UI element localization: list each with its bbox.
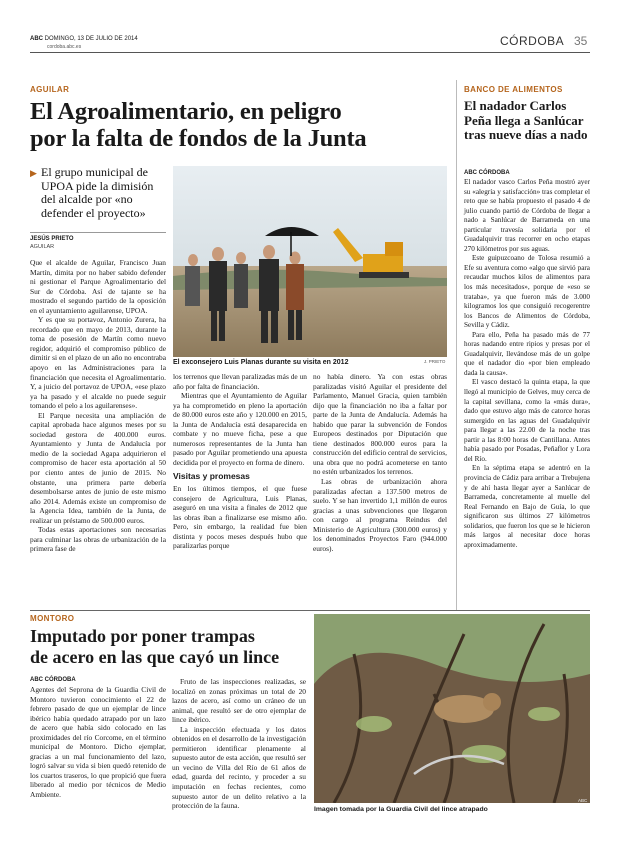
main-column-3 [313, 372, 447, 553]
site-url: cordoba.abc.es [47, 44, 82, 50]
main-headline-line-1: El Agroalimentario, en peligro [30, 98, 342, 125]
side-headline: El nadador Carlos Peña llega a Sanlúcar tras nueve días a nado [464, 98, 588, 142]
side-p3: Para ello, Peña ha pasado más de 77 horas nadando entre ripios y presas por el Guadalquivir, llevándose más de un golpe que el nadador dio «por bien empleado dada la causa». [464, 330, 590, 377]
bottom-headline-line-2: de acero en las que cayó un lince [30, 647, 280, 667]
bottom-headline-line-1: Imputado por poner trampas [30, 626, 255, 646]
main-photo [173, 166, 447, 357]
side-p2: Este guipuzcoano de Tolosa resumió a Efe su aventura como «algo que sirvió para recaudar muchos kilos de alimentos para los más necesitados», porque de «eso se trataba», ya que fueron más de 3.000 kilogramos los que consiguió recogerentre los Bancos de Alimentos de Córdoba, Sevilla y Cádiz. [464, 254, 590, 330]
bottom-column-1 [30, 685, 166, 800]
side-body [464, 178, 590, 550]
bottom-photo [314, 614, 590, 803]
issue-date: DOMINGO, 13 DE JULIO DE 2014 [44, 36, 138, 42]
col3-p2: Las obras de urbanización ahora paralizadas afectan a 137.500 metros de suelo. Y se han invertido 1,1 millón de euros gracias a unas subvenciones que llegaron con cargo al programa Reindus del Ministerio de Agricultura (300.000 euros) y los denominados Proyectos Faro (944.000 euros). [313, 477, 447, 553]
col2-subhead: Visitas y promesas [173, 471, 250, 482]
main-subhead [30, 166, 168, 220]
side-p4: El vasco destacó la quinta etapa, la que llegó al municipio de Gelves, muy cerca de la capital sevillana, como la «más dura», dado que estuvo algo más de catorce horas sumergido en las aguas del Guadalquivir para llegar a las 22.00 de la noche tras partir a las 8:00 horas de Cantillana. Antes había pasado por Posadas, Peñaflor y Lora del Río. [464, 378, 590, 463]
col2-p1: los terrenos que llevan paralizadas más de un año por falta de financiación. [173, 372, 307, 391]
col2-p3: En los últimos tiempos, el que fuese consejero de Agricultura, Luis Planas, aseguró en una visita a finales de 2012 que las obras iban a finalizarse ese mismo año. Pero, sin embargo, la realidad fue bien distinta y pocos meses después hubo que paralizarlas porque [173, 484, 307, 551]
col1-p2: Y es que su portavoz, Antonio Zurera, ha recordado que en mayo de 2013, durante la toma de posesión de Martín como nuevo regidor, adquirió el compromiso público de dimitir si en el plazo de un año no encontraba apoyo en las Administraciones para la financiación que necesita el Agroalimentario. Y, a juicio del portavoz de UPOA, «ese plazo ya ha pasado y el alcalde no puede seguir tomando el pelo a los aguilarenses». [30, 315, 166, 411]
bottom-dateline: ABC CÓRDOBA [30, 677, 76, 683]
paper-name: ABC [30, 36, 43, 42]
bottom-col1-p1: Agentes del Seprona de la Guardia Civil de Montoro tuvieron conocimiento el 22 de febrero pasado de que un ejemplar de lince ibérico había quedado atrapado por un lazo de acero que había sido colocado en las proximidades del río Corcome, en el término municipal de Montoro. Dicho ejemplar, gracias a un mal funcionamiento del lazo, logró salvar su vida si bien quedó retenido de los cuartos traseros, lo que propició que fuera liberado al medio por técnicos de Medio Ambiente. [30, 685, 166, 800]
bottom-col2-p2: La inspección efectuada y los datos obtenidos en el desarrollo de la investigación permitieron identificar plenamente al supuesto autor de esta acción, que resultó ser un vecino de Villa del Río de 61 años de edad, guarda del recinto, y proceder a su imputación en fechas recientes, como supuesto autor de un delito relativo a la protección de la fauna. [172, 724, 306, 811]
col3-p1: no había dinero. Ya con estas obras paralizadas visitó Aguilar el presidente del Parlamento, Manuel Gracia, quien también dijo que la financiación no iba a faltar por parte de la Junta de Andalucía. Además ha habido que parar la subvención de Fondos Europeos destinados por Diputación que tiene destinados 800.000 euros para la construcción del edificio central de servicios, una obra que no podrá acometerse en tanto no estén urbanizados los terrenos. [313, 372, 447, 477]
side-p5: En la séptima etapa se adentró en la provincia de Cádiz para arribar a Trebujena y de ahí hasta llegar ayer a Sanlúcar de Barrameda, concretamente al muelle del Real Fernando en Bajo de Guía, lo que significaron sus últimos 27 kilómetros solidarios, que fueron los que se le hicieron más largos al necesitar doce horas aproximadamente. [464, 464, 590, 549]
author: JESÚS PRIETO [30, 236, 74, 242]
side-section-label: BANCO DE ALIMENTOS [464, 85, 563, 94]
bottom-section-label: MONTORO [30, 614, 75, 623]
triangle-bullet-icon: ▶ [30, 168, 37, 178]
main-section-label: AGUILAR [30, 85, 70, 94]
header-left [30, 36, 138, 42]
col1-p1: Que el alcalde de Aguilar, Francisco Juan Martín, dimita por no haber sabido defender ni gestionar el Parque Agroalimentario del Sur de Córdoba. Así de tajante se ha mostrado el segundo partido de la oposición en el ayuntamiento aguilarense, UPOA. [30, 258, 166, 315]
main-headline-line-2: por la falta de fondos de la Junta [30, 125, 367, 152]
author-location: AGUILAR [30, 244, 55, 250]
main-column-1 [30, 258, 166, 554]
bottom-col2-p1: Fruto de las inspecciones realizadas, se localizó en zonas próximas un total de 20 lazos de acero, así como un cráneo de un animal, que resultó ser de otro ejemplar de lince ibérico. [172, 677, 306, 725]
main-photo-caption: El exconsejero Luis Planas durante su visita en 2012 [173, 359, 349, 366]
subhead-text: El grupo municipal de UPOA pide la dimisión del alcalde por «no defender el proyecto» [41, 165, 154, 220]
col1-p4: Todas estas aportaciones son necesarias para culminar las obras de urbanización de la primera fase de [30, 525, 166, 554]
main-column-2 [173, 372, 307, 551]
bottom-headline [30, 626, 279, 668]
side-dateline: ABC CÓRDOBA [464, 170, 510, 176]
bottom-column-2 [172, 677, 306, 811]
main-photo-credit: J. PRIETO [424, 359, 446, 364]
section-title: CÓRDOBA [500, 34, 565, 48]
side-p1: El nadador vasco Carlos Peña mostró ayer su «alegría y satisfacción» tras completar el reto que se había propuesto el pasado 4 de julio cuando partió de Córdoba de llegar a nado a Sanlúcar de Barrameda en una particular travesía solidaria por el Guadalquivir tras recorrer en ocho etapas 270 kilómetros por sus aguas. [464, 178, 590, 253]
page-number: 35 [574, 34, 588, 48]
col1-p3: El Parque necesita una ampliación de capital aprobada hace algunos meses por su sociedad gestora de 400.000 euros. Ayuntamiento y Junta de Andalucía por medio de la sociedad Agapa adquirieron el compromiso de hacer esta aportación al 50 por ciento antes de junio de 2015. No obstante, una primera parte debería desembolsarse antes de junio de este mismo año 2014. Además existe un compromiso de la Agencia Idea, también de la Junta, de realizar un préstamo de 500.000 euros. [30, 410, 166, 525]
main-headline [30, 98, 366, 152]
bottom-photo-credit: ABC [578, 798, 588, 803]
bottom-photo-caption: Imagen tomada por la Guardia Civil del lince atrapado [314, 806, 488, 813]
col2-p2: Mientras que el Ayuntamiento de Aguilar ya ha comprometido en pleno la aportación de 80.000 euros este año y 120.000 en 2015, la Junta de Andalucía está desaparecida en combate y no mueve ficha, pese a que numerosos representantes de la Junta han pasado por Aguilar prometiendo una apuesta decidida por el proyecto en forma de dinero. [173, 391, 307, 467]
